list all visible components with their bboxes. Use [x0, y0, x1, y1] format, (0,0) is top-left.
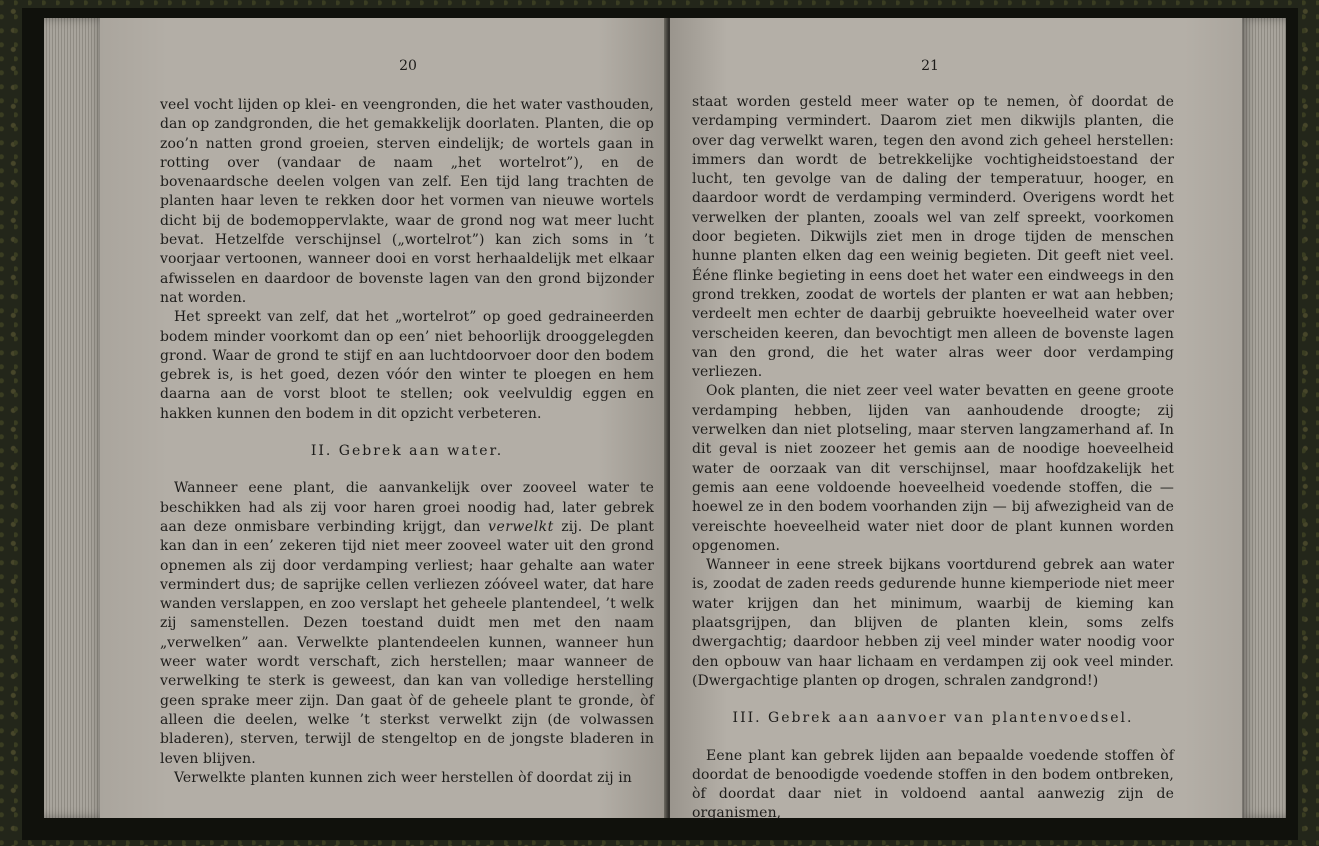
right-page: [670, 18, 1242, 822]
paragraph: Ook planten, die niet zeer veel water bevatten en geene groote verdamping hebben, lijden van aanhoudende droogte; zij verwelken dan niet plotseling, maar sterven langzamerhand af. In dit geval is niet zoozeer het gemis aan de noodige hoeveelheid water de oorzaak van dit verschijnsel, maar hoofdzakelijk het gemis aan eene voldoende hoeveelheid voedende stoffen, die — hoewel ze in den bodem voorhanden zijn — bij afwezigheid van de vereischte hoeveelheid water niet door de plant kunnen worden opgenomen.: [692, 383, 1174, 554]
right-page-text: [692, 93, 1174, 824]
emphasis: verwelkt: [488, 518, 554, 535]
page-number-right: 21: [921, 58, 939, 74]
left-page-text: [160, 96, 654, 788]
left-page: [100, 18, 666, 818]
paragraph: Eene plant kan gebrek lijden aan bepaalde voedende stoffen òf doordat de benoodigde voedende stoffen in den bodem ontbreken, òf doordat daar niet in voldoend aantal aanwezig zijn de organismen,: [692, 747, 1174, 822]
paragraph: Wanneer in eene streek bijkans voortdurend gebrek aan water is, zoodat de zaden reeds gedurende hunne kiemperiode niet meer water krijgen dan het minimum, waarbij de kieming kan plaatsgrijpen, dan blijven de planten klein, soms zelfs dwergachtig; daardoor hebben zij veel minder water noodig voor den opbouw van haar lichaam en verdampen zij ook veel minder. (Dwergachtige planten op drogen, schralen zandgrond!): [692, 557, 1174, 689]
section-heading: II. Gebrek aan water.: [310, 443, 504, 460]
paragraph: staat worden gesteld meer water op te nemen, òf doordat de verdamping vermindert. Daarom ziet men dikwijls planten, die over dag verwelkt waren, tegen den avond zich geheel herstellen: immers dan wordt de betrekkelijke vochtigheidstoestand der lucht, ten gevolge van de daling der temperatuur, hooger, en daardoor wordt de verdamping verminderd. Overigens wordt het verwelken der planten, zooals wel van zelf spreekt, voorkomen door begieten. Dikwijls ziet men in droge tijden de menschen hunne planten elken dag een weinig begieten. Dit geeft niet veel. Ééne flinke begieting in eens doet het water een eindweegs in den grond trekken, zoodat de wortels der planten er wat aan hebben; verdeelt men echter de daarbij gebruikte hoeveelheid water over verscheiden keeren, dan bevochtigt men alleen de bovenste lagen van den grond, die het water alras weer door verdamping verliezen.: [692, 94, 1174, 381]
section-heading: III. Gebrek aan aanvoer van plantenvoedsel.: [732, 710, 1134, 727]
page-edges-right: [1240, 18, 1286, 818]
page-edges-left: [44, 18, 106, 818]
paragraph: Wanneer eene plant, die aanvankelijk over zooveel water te beschikken had als zij voor haren groei noodig had, later gebrek aan deze onmisbare verbinding krijgt, dan verwelkt zij. De plant kan dan in een’ zekeren tijd niet meer zooveel water uit den grond opnemen als zij door verdamping verliest; haar gehalte aan water vermindert dus; de saprijke cellen verliezen zóóveel water, dat hare wanden verslappen, en zoo verslapt het geheele plantendeel, ’t welk zij samenstellen. Dezen toestand duidt men met den naam „verwelken” aan. Verwelkte plantendeelen kunnen, wanneer hun weer water wordt verschaft, zich herstellen; maar wanneer de verwelking te sterk is geweest, dan kan van volledige herstelling geen sprake meer zijn. Dan gaat òf de geheele plant te gronde, òf alleen die deelen, welke ’t sterkst verwelkt zijn (de volwassen bladeren), sterven, terwijl de stengeltop en de jongste bladeren in leven blijven.: [160, 480, 654, 767]
paragraph: Verwelkte planten kunnen zich weer herstellen òf doordat zij in: [174, 769, 632, 786]
paragraph: veel vocht lijden op klei- en veengronden, die het water vasthouden, dan op zandgronden, die het gemakkelijk doorlaten. Planten, die op zoo’n natten grond groeien, sterven eindelijk; de wortels gaan in rotting over (vandaar de naam „het wortelrot”), en de bovenaardsche deelen volgen van zelf. Een tijd lang trachten de planten haar leven te rekken door het vormen van nieuwe wortels dicht bij de bodemoppervlakte, waar de grond nog wat meer lucht bevat. Hetzelfde verschijnsel („wortelrot”) kan zich soms in ’t voorjaar vertoonen, wanneer dooi en vorst herhaaldelijk met elkaar afwisselen en daardoor de bovenste lagen van den grond bijzonder nat worden.: [160, 97, 654, 306]
page-number-left: 20: [399, 58, 417, 74]
paragraph: Het spreekt van zelf, dat het „wortelrot” op goed gedraineerden bodem minder voorkomt dan op een’ niet behoorlijk drooggelegden grond. Waar de grond te stijf en aan luchtdoorvoer door den bodem gebrek is, is het goed, dezen vóór den winter te ploegen en hem daarna aan de vorst bloot te stellen; ook veelvuldig eggen en hakken kunnen den bodem in dit opzicht verbeteren.: [160, 309, 654, 422]
